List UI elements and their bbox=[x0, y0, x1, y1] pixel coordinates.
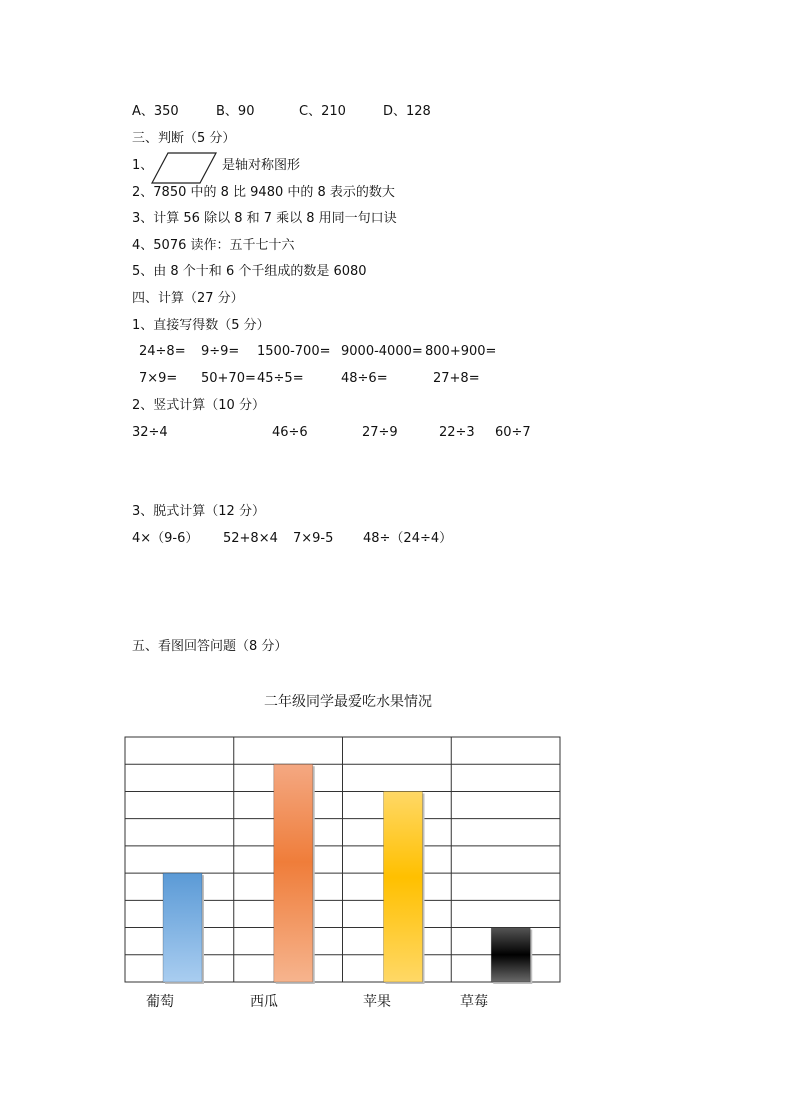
oral-item: 50+70= bbox=[201, 371, 256, 386]
option-c: C、210 bbox=[299, 104, 346, 119]
judge-q4: 4、5076 读作：五千七十六 bbox=[132, 238, 295, 253]
option-d: D、128 bbox=[383, 104, 431, 119]
judge-q1-suffix: 是轴对称图形 bbox=[222, 158, 301, 173]
judge-q5: 5、由 8 个十和 6 个千组成的数是 6080 bbox=[132, 264, 367, 279]
oral-item: 9÷9= bbox=[201, 344, 240, 359]
step-item: 48÷（24÷4） bbox=[363, 531, 453, 546]
bar-1 bbox=[274, 764, 313, 982]
judge-q1-prefix: 1、 bbox=[132, 158, 154, 173]
section5-heading: 五、看图回答问题（8 分） bbox=[132, 639, 288, 654]
step-item: 52+8×4 bbox=[223, 531, 278, 546]
bar-3 bbox=[491, 928, 530, 982]
sub3-heading: 3、脱式计算（12 分） bbox=[132, 504, 265, 519]
option-b: B、90 bbox=[216, 104, 255, 119]
section4-heading: 四、计算（27 分） bbox=[132, 291, 244, 306]
option-a: A、350 bbox=[132, 104, 179, 119]
x-tick-label: 葡萄 bbox=[146, 994, 174, 1010]
vertical-item: 22÷3 bbox=[439, 425, 475, 440]
bar-2 bbox=[384, 791, 423, 982]
chart-bars bbox=[163, 764, 532, 984]
judge-q3: 3、计算 56 除以 8 和 7 乘以 8 用同一句口诀 bbox=[132, 211, 397, 226]
vertical-item: 32÷4 bbox=[132, 425, 168, 440]
step-item: 4×（9-6） bbox=[132, 531, 199, 546]
oral-item: 800+900= bbox=[425, 344, 497, 359]
x-tick-label: 苹果 bbox=[363, 994, 391, 1010]
sub2-heading: 2、竖式计算（10 分） bbox=[132, 398, 265, 413]
x-tick-label: 西瓜 bbox=[250, 994, 278, 1010]
section3-heading: 三、判断（5 分） bbox=[132, 131, 236, 146]
vertical-item: 46÷6 bbox=[272, 425, 308, 440]
chart-title: 二年级同学最爱吃水果情况 bbox=[264, 694, 432, 710]
judge-q2: 2、7850 中的 8 比 9480 中的 8 表示的数大 bbox=[132, 185, 395, 200]
bar-0 bbox=[163, 873, 202, 982]
oral-item: 1500-700= bbox=[257, 344, 331, 359]
step-item: 7×9-5 bbox=[293, 531, 334, 546]
oral-item: 7×9= bbox=[139, 371, 178, 386]
x-tick-label: 草莓 bbox=[460, 994, 488, 1010]
oral-item: 45÷5= bbox=[257, 371, 304, 386]
oral-item: 9000-4000= bbox=[341, 344, 423, 359]
oral-item: 48÷6= bbox=[341, 371, 388, 386]
oral-item: 27+8= bbox=[433, 371, 480, 386]
sub1-heading: 1、直接写得数（5 分） bbox=[132, 318, 270, 333]
vertical-item: 60÷7 bbox=[495, 425, 531, 440]
oral-item: 24÷8= bbox=[139, 344, 186, 359]
vertical-item: 27÷9 bbox=[362, 425, 398, 440]
